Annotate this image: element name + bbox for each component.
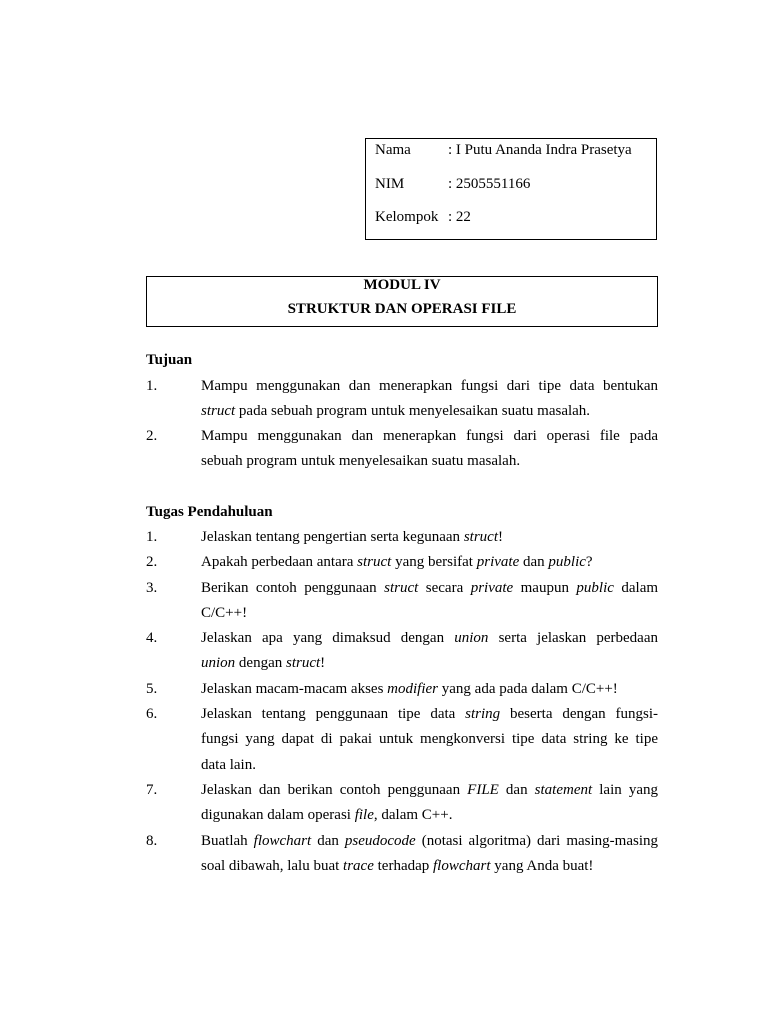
text-segment: Jelaskan apa yang dimaksud dengan (201, 630, 455, 647)
text-segment: dengan (235, 655, 286, 672)
nim-value: : 2505551166 (448, 176, 531, 192)
text-segment: Berikan contoh penggunaan (201, 579, 385, 596)
text-segment: serta jelaskan perbedaan (488, 630, 658, 647)
text-segment: beserta dengan fungsi- (500, 706, 658, 723)
tugas-item-text-line (201, 603, 658, 623)
italic-term: trace (343, 857, 374, 874)
tugas-item-number: 4. (146, 630, 158, 647)
text-segment: dalam (613, 579, 659, 596)
module-subject: STRUKTUR DAN OPERASI FILE (287, 301, 517, 317)
text-segment: soal dibawah, lalu buat (201, 857, 344, 874)
text-segment: lain yang (592, 782, 658, 798)
tugas-item-text-line (201, 653, 658, 673)
nim-label: NIM (375, 176, 405, 192)
text-segment: pada sebuah program untuk menyelesaikan suatu masalah. (235, 402, 591, 419)
tujuan-item-text-line (201, 376, 658, 396)
italic-term: private (470, 579, 514, 596)
italic-term: public (548, 554, 586, 571)
group-label: Kelompok (375, 209, 439, 225)
text-segment: yang Anda buat! (490, 857, 594, 874)
italic-term: pseudocode (344, 832, 416, 849)
title-box (146, 276, 658, 327)
tugas-item-text-line (201, 527, 658, 547)
tujuan-heading: Tujuan (146, 352, 193, 368)
text-segment: Mampu menggunakan dan menerapkan fungsi dari tipe data bentukan (201, 377, 658, 394)
text-segment: ! (320, 655, 326, 672)
tugas-item-text-line (201, 805, 658, 825)
tugas-item-number: 5. (146, 680, 158, 697)
text-segment: Jelaskan tentang pengertian serta kegunaan (201, 529, 464, 545)
text-segment: fungsi yang dapat di pakai untuk mengkonversi tipe data string ke tipe (201, 731, 658, 748)
italic-term: modifier (387, 680, 439, 697)
text-segment: Jelaskan tentang penggunaan tipe data (201, 706, 466, 723)
name-value: : I Putu Ananda Indra Prasetya (448, 142, 632, 158)
text-segment: , dalam C++. (373, 807, 453, 824)
text-segment: dan (519, 554, 549, 571)
tugas-item-text-line (201, 856, 658, 876)
text-segment: Apakah perbedaan antara (201, 554, 358, 571)
tugas-item-text-line (201, 831, 658, 851)
name-label: Nama (375, 142, 411, 158)
text-segment: data lain. (201, 756, 256, 773)
italic-term: string (465, 706, 501, 723)
italic-term: statement (534, 782, 593, 798)
tujuan-item-text-line (201, 426, 658, 446)
tugas-item-text-line (201, 628, 658, 648)
tugas-item-number: 1. (146, 529, 158, 545)
tujuan-item-number: 1. (146, 377, 158, 394)
text-segment: (notasi algoritma) dari masing-masing (415, 832, 658, 849)
tugas-item-text-line (201, 729, 658, 749)
tugas-heading: Tugas Pendahuluan (146, 504, 273, 520)
italic-term: struct (463, 529, 498, 545)
identity-box (365, 138, 657, 240)
text-segment: maupun (513, 579, 577, 596)
tugas-item-text-line (201, 780, 658, 800)
text-segment: secara (418, 579, 471, 596)
text-segment: Buatlah (201, 832, 254, 849)
tugas-item-text-line (201, 552, 658, 572)
italic-term: public (576, 579, 614, 596)
italic-term: flowchart (253, 832, 312, 849)
text-segment: Jelaskan macam-macam akses (201, 680, 388, 697)
italic-term: struct (357, 554, 392, 571)
text-segment: sebuah program untuk menyelesaikan suatu masalah. (201, 453, 521, 470)
text-segment: yang ada pada dalam C/C++! (438, 680, 618, 697)
tujuan-item-number: 2. (146, 428, 158, 445)
text-segment: yang bersifat (391, 554, 477, 571)
text-segment: Jelaskan dan berikan contoh penggunaan (201, 782, 468, 798)
tugas-item-text-line (201, 578, 658, 598)
italic-term: struct (384, 579, 419, 596)
tugas-item-number: 7. (146, 782, 158, 798)
italic-term: struct (286, 655, 321, 672)
text-segment: C/C++! (201, 604, 248, 621)
tugas-item-number: 2. (146, 554, 158, 571)
italic-term: private (476, 554, 520, 571)
italic-term: union (201, 655, 236, 672)
tugas-item-number: 8. (146, 832, 158, 849)
tugas-item-number: 6. (146, 706, 158, 723)
italic-term: flowchart (433, 857, 491, 874)
italic-term: FILE (467, 782, 499, 798)
italic-term: file (354, 807, 374, 824)
tujuan-item-text-line (201, 451, 658, 471)
tugas-item-text-line (201, 704, 658, 724)
tugas-item-number: 3. (146, 579, 158, 596)
tugas-item-text-line (201, 679, 658, 699)
group-value: : 22 (448, 209, 471, 225)
tujuan-item-text-line (201, 401, 658, 421)
text-segment: digunakan dalam operasi (201, 807, 355, 824)
text-segment: ! (497, 529, 503, 545)
tugas-item-text-line (201, 755, 658, 775)
text-segment: Mampu menggunakan dan menerapkan fungsi dari operasi file pada (201, 428, 658, 445)
italic-term: struct (201, 402, 236, 419)
module-title: MODUL IV (363, 277, 441, 293)
italic-term: union (454, 630, 489, 647)
text-segment: ? (585, 554, 593, 571)
text-segment: dan (498, 782, 535, 798)
text-segment: terhadap (373, 857, 434, 874)
text-segment: dan (311, 832, 345, 849)
